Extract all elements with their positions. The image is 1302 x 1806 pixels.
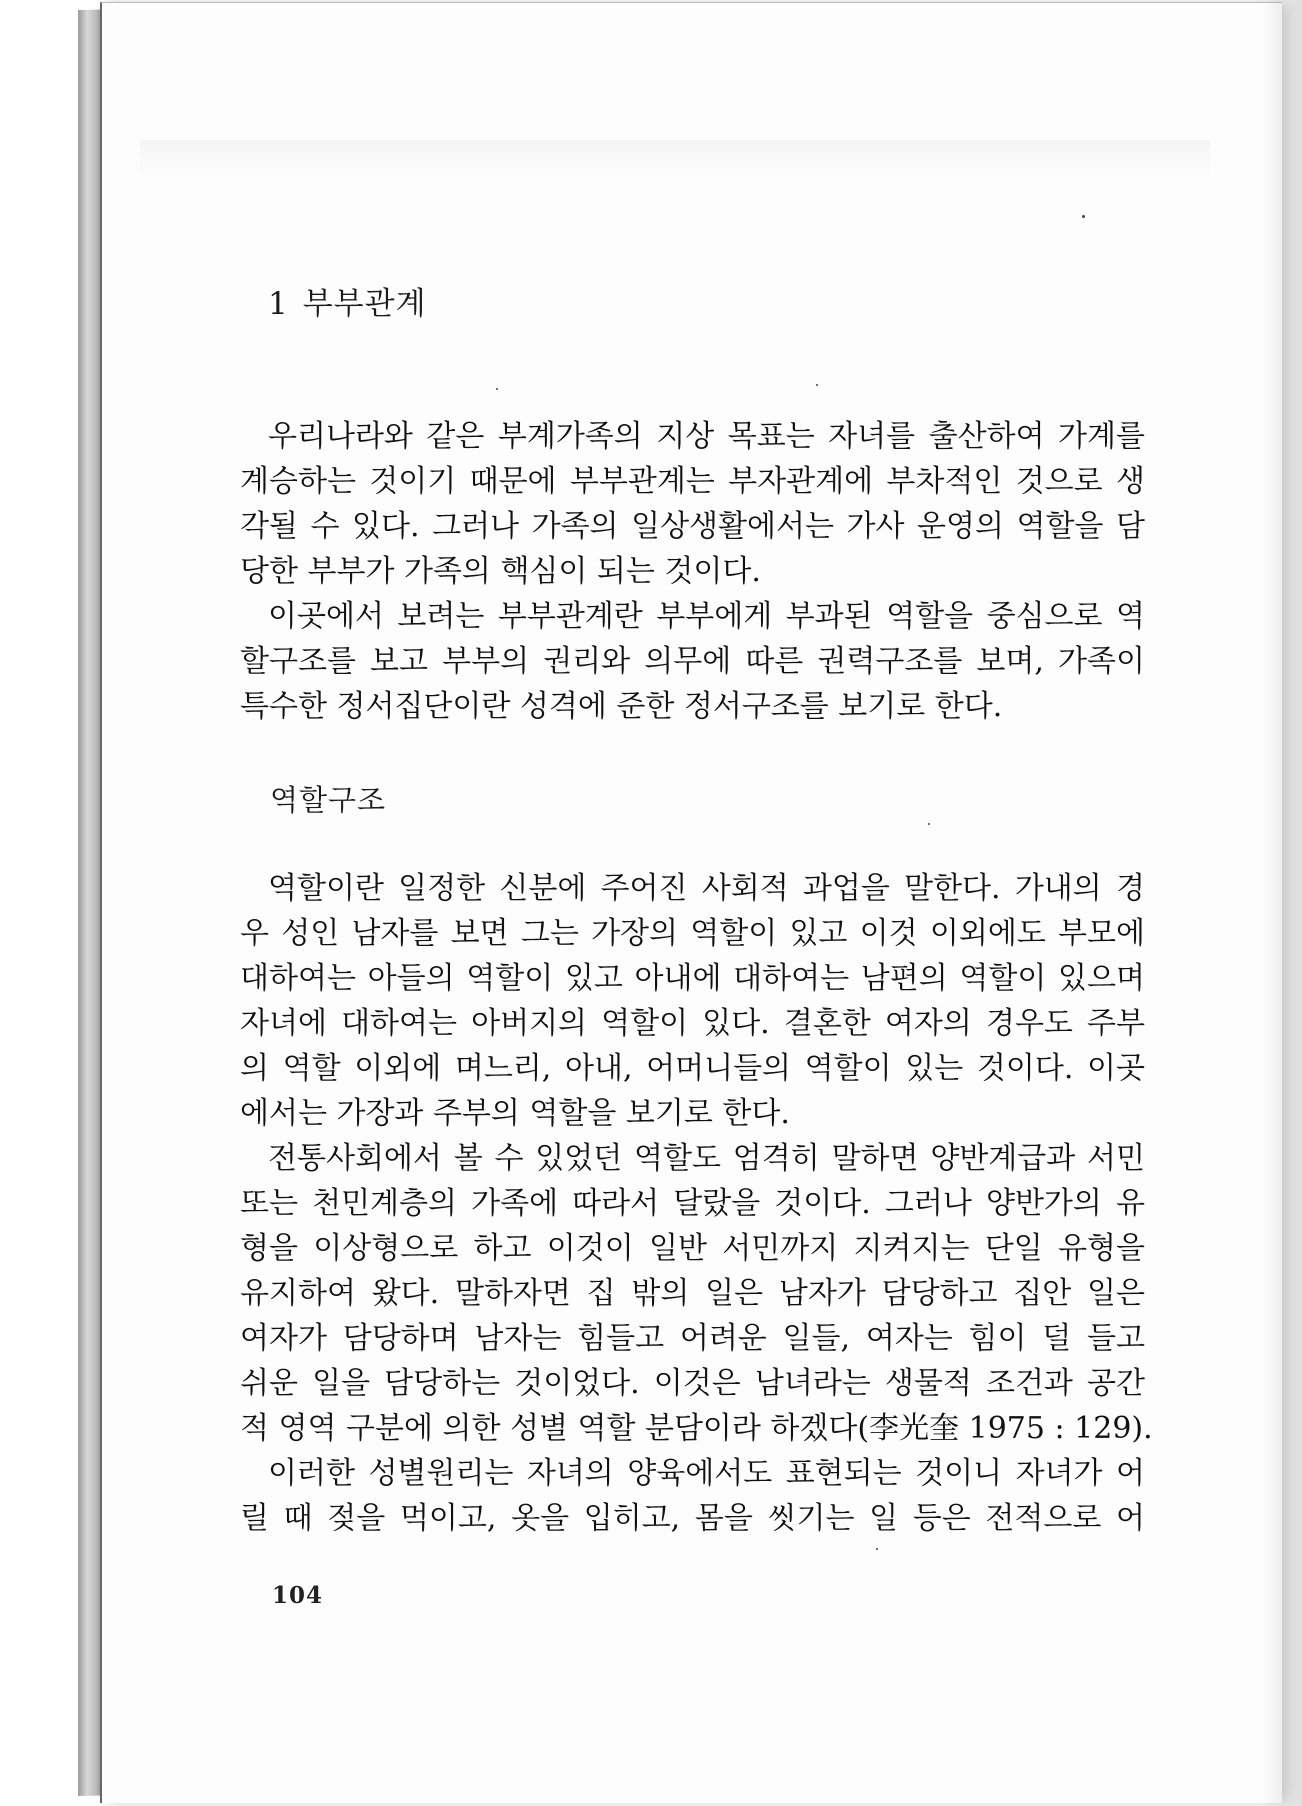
text-line: 전통사회에서 볼 수 있었던 역할도 엄격히 말하면 양반계급과 서민: [268, 1141, 1145, 1176]
page-right-shadow: [1262, 0, 1302, 1806]
text-line: 할구조를 보고 부부의 권리와 의무에 따른 권력구조를 보며, 가족이: [240, 644, 1145, 679]
text-line: 또는 천민계층의 가족에 따라서 달랐을 것이다. 그러나 양반가의 유: [240, 1186, 1145, 1221]
subheading: 역할구조: [270, 783, 387, 817]
text-line: 유지하여 왔다. 말하자면 집 밖의 일은 남자가 담당하고 집안 일은: [240, 1276, 1145, 1311]
intro-text-block: [240, 414, 1145, 729]
text-line: 특수한 정서집단이란 성격에 준한 정서구조를 보기로 한다.: [240, 689, 1003, 724]
role-text-block: [240, 866, 1153, 1541]
section-title: [268, 278, 427, 323]
text-line: 릴 때 젖을 먹이고, 옷을 입히고, 몸을 씻기는 일 등은 전적으로 어: [240, 1501, 1145, 1536]
text-line: 여자가 담당하며 남자는 힘들고 어려운 일들, 여자는 힘이 덜 들고: [240, 1321, 1145, 1356]
text-line: 쉬운 일을 담당하는 것이었다. 이것은 남녀라는 생물적 조건과 공간: [240, 1366, 1145, 1401]
text-line: 의 역할 이외에 며느리, 아내, 어머니들의 역할이 있는 것이다. 이곳: [240, 1051, 1145, 1086]
text-line: 이러한 성별원리는 자녀의 양육에서도 표현되는 것이니 자녀가 어: [268, 1456, 1145, 1491]
text-line: 각될 수 있다. 그러나 가족의 일상생활에서는 가사 운영의 역할을 담: [240, 509, 1145, 544]
scan-speck: [496, 388, 498, 390]
section-number: 1: [268, 286, 289, 322]
text-line: 적 영역 구분에 의한 성별 역할 분담이라 하겠다(李光奎 1975 : 129).: [240, 1411, 1153, 1446]
text-line: 이곳에서 보려는 부부관계란 부부에게 부과된 역할을 중심으로 역: [268, 599, 1145, 634]
text-line: 역할이란 일정한 신분에 주어진 사회적 과업을 말한다. 가내의 경: [268, 871, 1145, 906]
scan-header-band: [140, 140, 1210, 178]
text-line: 계승하는 것이기 때문에 부부관계는 부자관계에 부차적인 것으로 생: [240, 464, 1145, 499]
text-line: 당한 부부가 가족의 핵심이 되는 것이다.: [240, 554, 761, 589]
page-number: 104: [272, 1582, 324, 1609]
scan-speck: [876, 1548, 878, 1550]
text-line: 대하여는 아들의 역할이 있고 아내에 대하여는 남편의 역할이 있으며: [240, 961, 1145, 996]
text-line: 자녀에 대하여는 아버지의 역할이 있다. 결혼한 여자의 경우도 주부: [240, 1006, 1145, 1041]
scan-speck: [928, 823, 930, 825]
scan-speck: [816, 384, 818, 386]
section-title-text: 부부관계: [302, 286, 427, 322]
text-line: 우리나라와 같은 부계가족의 지상 목표는 자녀를 출산하여 가계를: [268, 419, 1145, 454]
text-line: 형을 이상형으로 하고 이것이 일반 서민까지 지켜지는 단일 유형을: [240, 1231, 1145, 1266]
text-line: 에서는 가장과 주부의 역할을 보기로 한다.: [240, 1096, 790, 1131]
scan-speck: [1082, 215, 1085, 218]
text-line: 우 성인 남자를 보면 그는 가장의 역할이 있고 이것 이외에도 부모에: [240, 916, 1145, 951]
